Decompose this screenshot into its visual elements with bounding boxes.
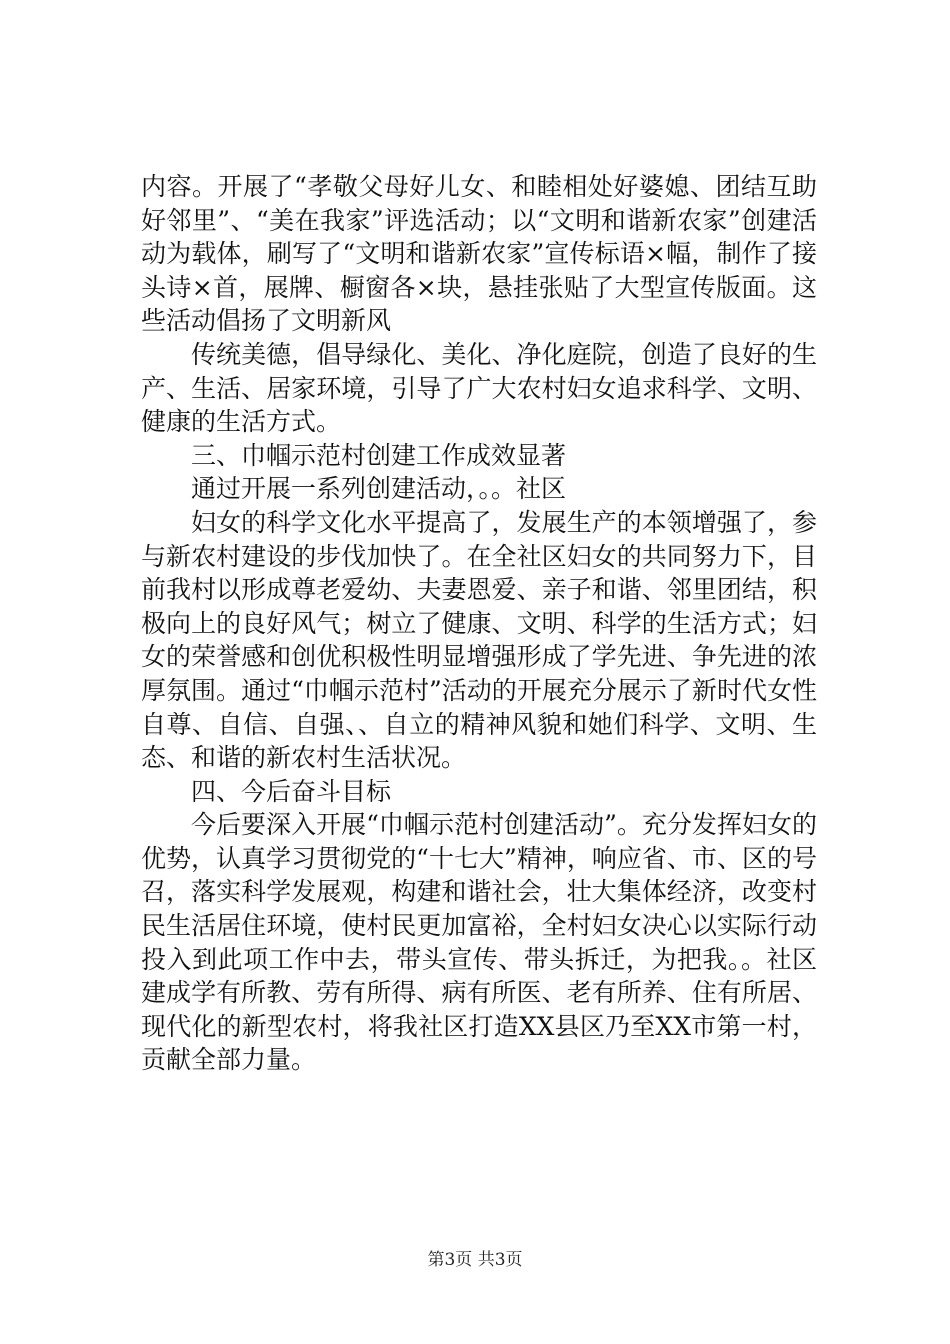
page-number-footer: 第3页 共3页	[427, 1250, 523, 1270]
paragraph-1: 内容。开展了“孝敬父母好儿女、和睦相处好婆媳、团结互助好邻里”、“美在我家”评选活动；以“文明和谐新农家”创建活动为载体，刷写了“文明和谐新农家”宣传标语×幅，制作了接头诗×首，展牌、橱窗各×块，悬挂张贴了大型宣传版面。这些活动倡扬了文明新风	[141, 172, 817, 336]
section-heading-4: 四、今后奋斗目标	[191, 776, 392, 806]
paragraph-7: 今后要深入开展“巾帼示范村创建活动”。充分发挥妇女的优势，认真学习贯彻党的“十七大”精神，响应省、市、区的号召，落实科学发展观，构建和谐社会，壮大集体经济，改变村民生活居住环境，使村民更加富裕，全村妇女决心以实际行动投入到此项工作中去，带头宣传、带头拆迁，为把我。。社区建成学有所教、劳有所得、病有所医、老有所养、住有所居、现代化的新型农村，将我社区打造XX县区乃至XX市第一村，贡献全部力量。	[141, 810, 817, 1075]
paragraph-4: 通过开展一系列创建活动，。。社区	[191, 474, 567, 504]
paragraph-5: 妇女的科学文化水平提高了，发展生产的本领增强了，参与新农村建设的步伐加快了。在全社区妇女的共同努力下，目前我村以形成尊老爱幼、夫妻恩爱、亲子和谐、邻里团结，积极向上的良好风气；树立了健康、文明、科学的生活方式；妇女的荣誉感和创优积极性明显增强形成了学先进、争先进的浓厚氛围。通过“巾帼示范村”活动的开展充分展示了新时代女性自尊、自信、自强、、自立的精神风貌和她们科学、文明、生态、和谐的新农村生活状况。	[141, 507, 817, 773]
section-heading-3: 三、巾帼示范村创建工作成效显著	[191, 440, 567, 470]
paragraph-2: 传统美德，倡导绿化、美化、净化庭院，创造了良好的生产、生活、居家环境，引导了广大农村妇女追求科学、文明、健康的生活方式。	[141, 339, 817, 437]
document-body	[141, 170, 817, 1077]
